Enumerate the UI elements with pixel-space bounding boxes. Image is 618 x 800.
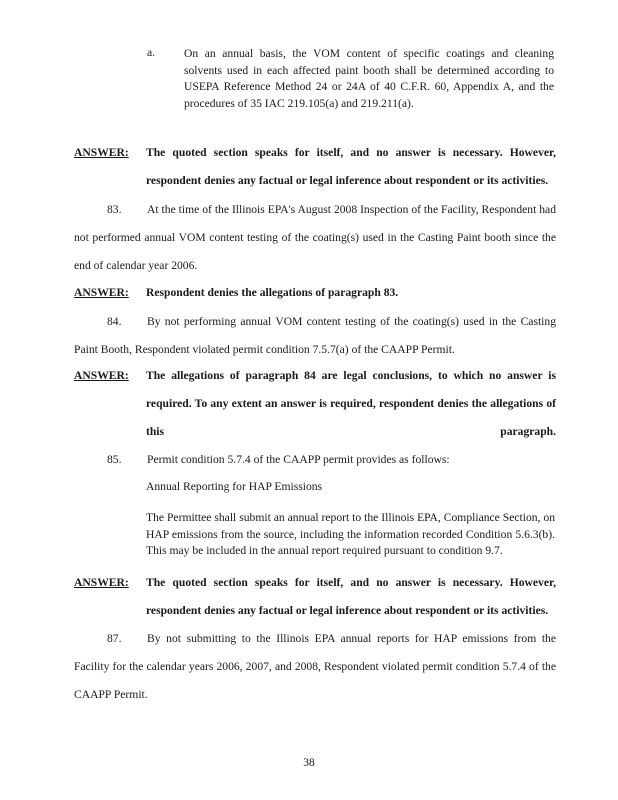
paragraph-87-text: By not submitting to the Illinois EPA annual reports for HAP emissions from the Facility for the calendar years 2006, 2007, and 2008, Respondent violated permit condition 5.7.4 of the CAAPP Permit. — [74, 632, 556, 701]
paragraph-87 — [74, 625, 556, 709]
answer-label-85: ANSWER: — [74, 576, 129, 589]
paragraph-83 — [74, 196, 556, 280]
answer-84-text: The allegations of paragraph 84 are legal conclusions, to which no answer is required. To any extent an answer is required, respondent denies the allegations of this paragraph. — [146, 369, 556, 438]
paragraph-83-text: At the time of the Illinois EPA's August 2008 Inspection of the Facility, Respondent had not performed annual VOM content testing of the coating(s) used in the Casting Paint booth since the end of calendar year 2006. — [74, 203, 556, 272]
paragraph-87-number: 87. — [107, 632, 122, 645]
subheading-85: Annual Reporting for HAP Emissions — [146, 480, 323, 493]
answer-83-text: Respondent denies the allegations of paragraph 83. — [146, 286, 399, 299]
paragraph-84 — [74, 308, 556, 364]
answer-85-text: The quoted section speaks for itself, and no answer is necessary. However, respondent denies any factual or legal inference about respondent or its activities. — [146, 576, 556, 617]
paragraph-84-number: 84. — [107, 315, 122, 328]
paragraph-85-number: 85. — [107, 453, 122, 466]
page-number: 38 — [303, 756, 315, 769]
paragraph-83-number: 83. — [107, 203, 122, 216]
paragraph-84-text: By not performing annual VOM content testing of the coating(s) used in the Casting Paint Booth, Respondent violated permit condition 7.5.7(a) of the CAAPP Permit. — [74, 315, 556, 356]
answer-label-1: ANSWER: — [74, 146, 129, 159]
item-a-text: On an annual basis, the VOM content of specific coatings and cleaning solvents used in each affected paint booth shall be determined according to USEPA Reference Method 24 or 24A of 40 C.F.R. 60, Appendix A, and the procedures of 35 IAC 219.105(a) and 219.211(a). — [184, 47, 554, 110]
answer-1-text: The quoted section speaks for itself, and no answer is necessary. However, respondent denies any factual or legal inference about respondent or its activities. — [146, 146, 556, 187]
answer-label-84: ANSWER: — [74, 369, 129, 382]
paragraph-85-text: Permit condition 5.7.4 of the CAAPP permit provides as follows: — [147, 453, 450, 466]
answer-label-83: ANSWER: — [74, 286, 129, 299]
quote-85: The Permittee shall submit an annual report to the Illinois EPA, Compliance Section, on HAP emissions from the source, including the information recorded Condition 5.6.3(b). This may be included in the annual report required pursuant to condition 9.7. — [146, 511, 555, 557]
item-a-label: a. — [147, 46, 156, 59]
